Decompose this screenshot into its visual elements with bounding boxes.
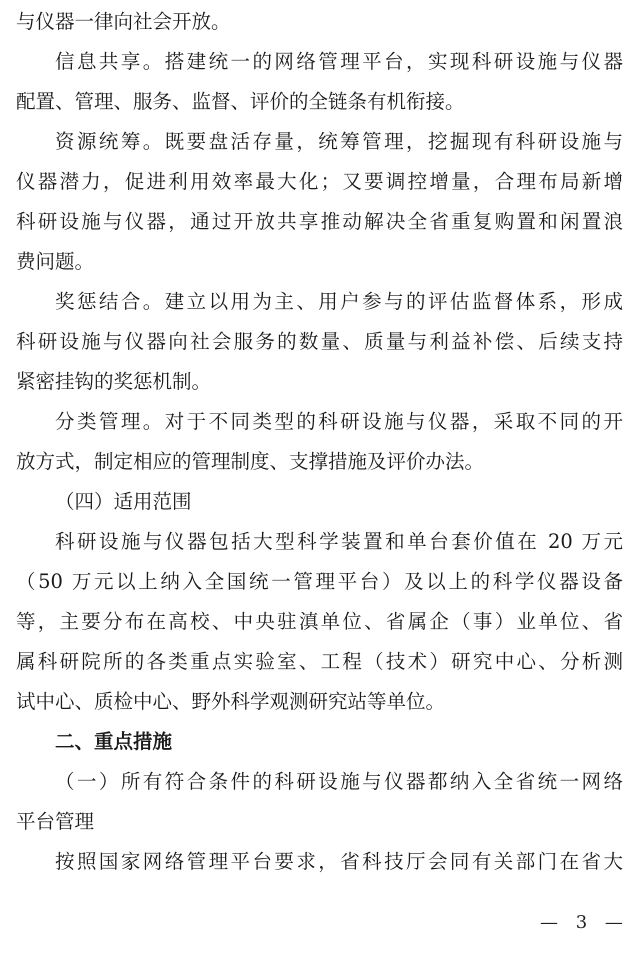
paragraph-scope-line-1: 科研设施与仪器包括大型科学装置和单台套价值在 20 万元 [55, 530, 623, 553]
paragraph-resource-coordination-line-3: 科研设施与仪器，通过开放共享推动解决全省重复购置和闲置浪 [16, 210, 623, 233]
paragraph-info-sharing-line-2: 配置、管理、服务、监督、评价的全链条有机衔接。 [16, 90, 465, 113]
paragraph-continuation-line: 与仪器一律向社会开放。 [16, 10, 231, 33]
paragraph-scope-line-4: 属科研院所的各类重点实验室、工程（技术）研究中心、分析测 [16, 650, 623, 673]
paragraph-platform-line-1: 按照国家网络管理平台要求，省科技厅会同有关部门在省大 [55, 850, 623, 873]
paragraph-scope-line-3: 等，主要分布在高校、中央驻滇单位、省属企（事）业单位、省 [16, 610, 623, 633]
paragraph-resource-coordination-line-4: 费问题。 [16, 250, 95, 273]
paragraph-reward-penalty-line-3: 紧密挂钩的奖惩机制。 [16, 370, 212, 393]
paragraph-reward-penalty-line-1: 奖惩结合。建立以用为主、用户参与的评估监督体系，形成 [55, 290, 623, 313]
paragraph-resource-coordination-line-1: 资源统筹。既要盘活存量，统筹管理，挖掘现有科研设施与 [55, 130, 623, 153]
paragraph-reward-penalty-line-2: 科研设施与仪器向社会服务的数量、质量与利益补偿、后续支持 [16, 330, 623, 353]
paragraph-scope-line-2: （50 万元以上纳入全国统一管理平台）及以上的科学仪器设备 [16, 570, 623, 593]
paragraph-classified-management-line-2: 放方式，制定相应的管理制度、支撑措施及评价办法。 [16, 450, 485, 473]
subsection-heading-line-2: 平台管理 [16, 810, 95, 833]
document-page [16, 0, 623, 882]
paragraph-classified-management-line-1: 分类管理。对于不同类型的科研设施与仪器，采取不同的开 [55, 410, 623, 433]
section-heading-scope: （四）适用范围 [55, 490, 192, 513]
page-number: — 3 — [540, 912, 629, 933]
section-heading-key-measures: 二、重点措施 [55, 730, 173, 753]
paragraph-info-sharing-line-1: 信息共享。搭建统一的网络管理平台，实现科研设施与仪器 [55, 50, 623, 73]
paragraph-resource-coordination-line-2: 仪器潜力，促进利用效率最大化；又要调控增量，合理布局新增 [16, 170, 623, 193]
paragraph-scope-line-5: 试中心、质检中心、野外科学观测研究站等单位。 [16, 690, 446, 713]
subsection-heading-line-1: （一）所有符合条件的科研设施与仪器都纳入全省统一网络 [55, 770, 623, 793]
